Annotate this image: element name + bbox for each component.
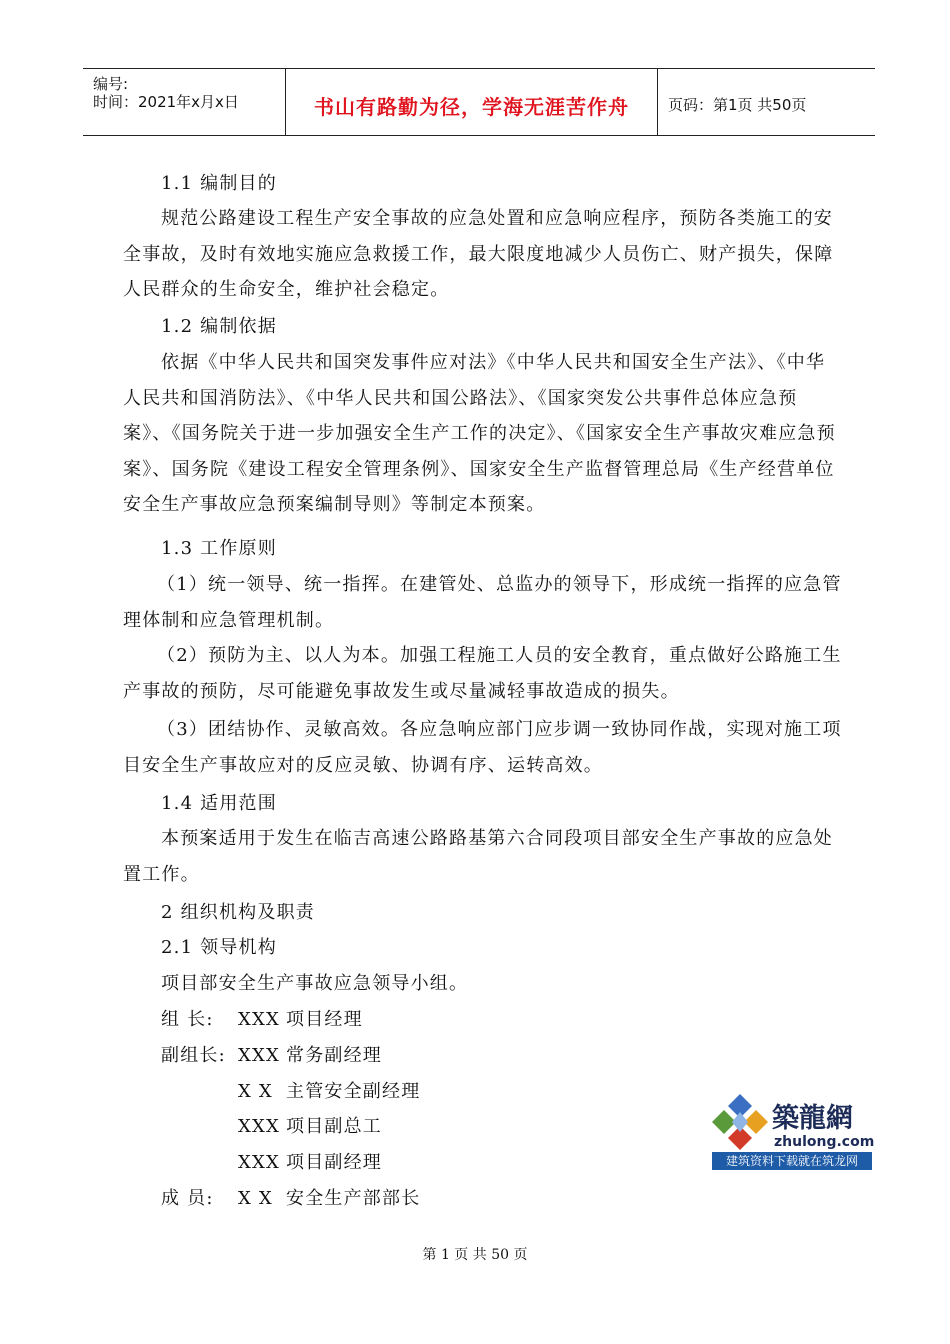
zhulong-watermark-logo <box>710 1090 875 1172</box>
diamond-logo-icon <box>710 1092 770 1152</box>
document-time: 时间：2021年x月x日 <box>93 93 239 111</box>
roster-member1-name: X X <box>238 1188 273 1209</box>
roster-deputy1-role: 常务副经理 <box>286 1045 382 1066</box>
header-page-number: 页码：第1页 共50页 <box>668 96 807 114</box>
heading-1-3: 1.3 工作原则 <box>161 538 277 559</box>
document-number: 编号: <box>93 75 129 93</box>
heading-1-4: 1.4 适用范围 <box>161 793 277 814</box>
header-motto: 书山有路勤为径，学海无涯苦作舟 <box>314 95 629 119</box>
roster-leader-label: 组 长: <box>161 1009 214 1030</box>
logo-name: 築龍網 <box>772 1103 853 1134</box>
logo-domain: zhulong.com <box>774 1134 875 1150</box>
heading-1-2: 1.2 编制依据 <box>161 316 277 337</box>
logo-slogan: 建筑资料下载就在筑龙网 <box>712 1152 872 1170</box>
paragraph-1-3-1: （1）统一领导、统一指挥。在建管处、总监办的领导下，形成统一指挥的应急管理体制和应急管理机制。 <box>123 574 842 631</box>
page-footer: 第 1 页 共 50 页 <box>422 1247 528 1263</box>
heading-1-1: 1.1 编制目的 <box>161 173 277 194</box>
roster-leader-role: 项目经理 <box>286 1009 363 1030</box>
page-header <box>83 68 875 136</box>
heading-2-1: 2.1 领导机构 <box>161 937 277 958</box>
header-left-cell <box>83 69 286 135</box>
roster-member1-role: 安全生产部部长 <box>286 1188 421 1209</box>
heading-2: 2 组织机构及职责 <box>161 902 315 923</box>
roster-deputy4-role: 项目副经理 <box>286 1152 382 1173</box>
header-center-cell <box>286 69 658 135</box>
roster-deputy2-role: 主管安全副经理 <box>286 1081 421 1102</box>
paragraph-1-1: 规范公路建设工程生产安全事故的应急处置和应急响应程序，预防各类施工的安全事故，及时有效地实施应急救援工作，最大限度地减少人员伤亡、财产损失，保障人民群众的生命安全，维护社会稳定。 <box>123 208 834 300</box>
roster-deputy-label: 副组长: <box>161 1045 226 1066</box>
roster-deputy4-name: XXX <box>238 1152 281 1173</box>
roster-deputy3-role: 项目副总工 <box>286 1116 382 1137</box>
roster-leader-name: XXX <box>238 1009 281 1030</box>
paragraph-1-2: 依据《中华人民共和国突发事件应对法》《中华人民共和国安全生产法》、《中华人民共和国消防法》、《中华人民共和国公路法》、《国家突发公共事件总体应急预案》、《国务院关于进一步加强安全生产工作的决定》、《国家安全生产事故灾难应急预案》、国务院《建设工程安全管理条例》、国家安全生产监督管理总局《生产经营单位安全生产事故应急预案编制导则》等制定本预案。 <box>123 352 836 515</box>
paragraph-2-1: 项目部安全生产事故应急领导小组。 <box>161 973 469 994</box>
roster-deputy3-name: XXX <box>238 1116 281 1137</box>
paragraph-1-3-3: （3）团结协作、灵敏高效。各应急响应部门应步调一致协同作战，实现对施工项目安全生产事故应对的反应灵敏、协调有序、运转高效。 <box>123 719 842 776</box>
roster-deputy1-name: XXX <box>238 1045 281 1066</box>
paragraph-1-4: 本预案适用于发生在临吉高速公路路基第六合同段项目部安全生产事故的应急处置工作。 <box>123 828 833 885</box>
paragraph-1-3-2: （2）预防为主、以人为本。加强工程施工人员的安全教育，重点做好公路施工生产事故的预防，尽可能避免事故发生或尽量减轻事故造成的损失。 <box>123 645 842 702</box>
roster-deputy2-name: X X <box>238 1081 273 1102</box>
header-right-cell <box>658 69 875 135</box>
roster-member-label: 成 员: <box>161 1188 214 1209</box>
